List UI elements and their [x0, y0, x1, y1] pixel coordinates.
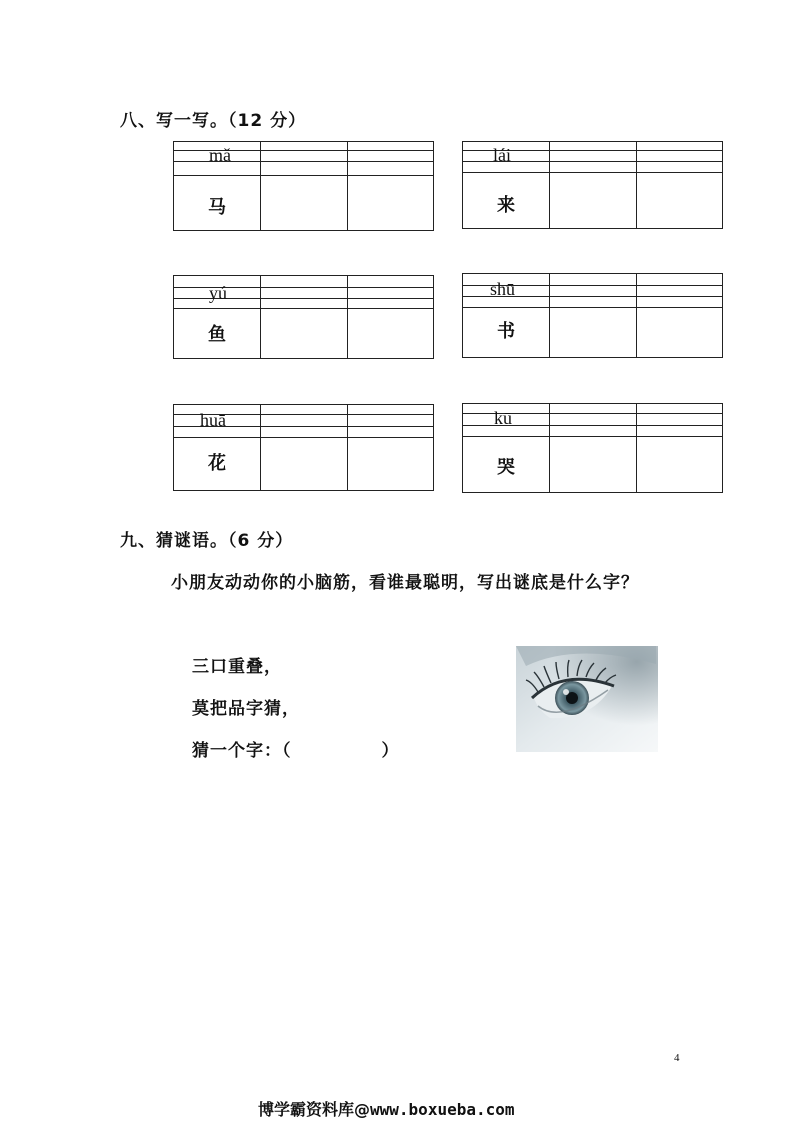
riddle-instruction: 小朋友动动你的小脑筋，看谁最聪明，写出谜底是什么字？: [171, 573, 639, 593]
character-label: 书: [497, 321, 515, 342]
footer-prefix: 博学霸资料库@: [258, 1100, 371, 1119]
riddle-line-2: 莫把品字猜，: [192, 699, 300, 719]
pinyin-label: shū: [490, 279, 516, 299]
riddle-line-3: 猜一个字：（ ）: [192, 741, 400, 761]
writing-box-lai: [462, 141, 723, 229]
riddle-line-1: 三口重叠，: [192, 657, 282, 677]
pinyin-label: kū: [494, 408, 512, 428]
character-label: 来: [497, 195, 515, 216]
eye-photo-icon: [516, 646, 658, 752]
pinyin-label: mǎ: [209, 145, 231, 165]
footer-watermark: [258, 1097, 515, 1120]
writing-box-hua: [173, 404, 434, 491]
character-label: 鱼: [208, 324, 226, 345]
writing-box-yu: [173, 275, 434, 359]
character-label: 马: [208, 197, 226, 218]
pinyin-label: lái: [493, 145, 511, 165]
pinyin-label: huā: [200, 410, 226, 430]
page-number: 4: [674, 1052, 680, 1064]
character-label: 哭: [497, 457, 515, 478]
character-label: 花: [208, 453, 226, 474]
writing-box-shu: [462, 273, 723, 358]
writing-box-ku: [462, 403, 723, 493]
pinyin-label: yú: [209, 283, 227, 303]
footer-site: www.boxueba.com: [370, 1100, 515, 1119]
writing-box-ma: [173, 141, 434, 231]
section-9-title: 九、猜谜语。（6 分）: [120, 531, 294, 551]
section-8-title: 八、写一写。（12 分）: [120, 111, 307, 131]
